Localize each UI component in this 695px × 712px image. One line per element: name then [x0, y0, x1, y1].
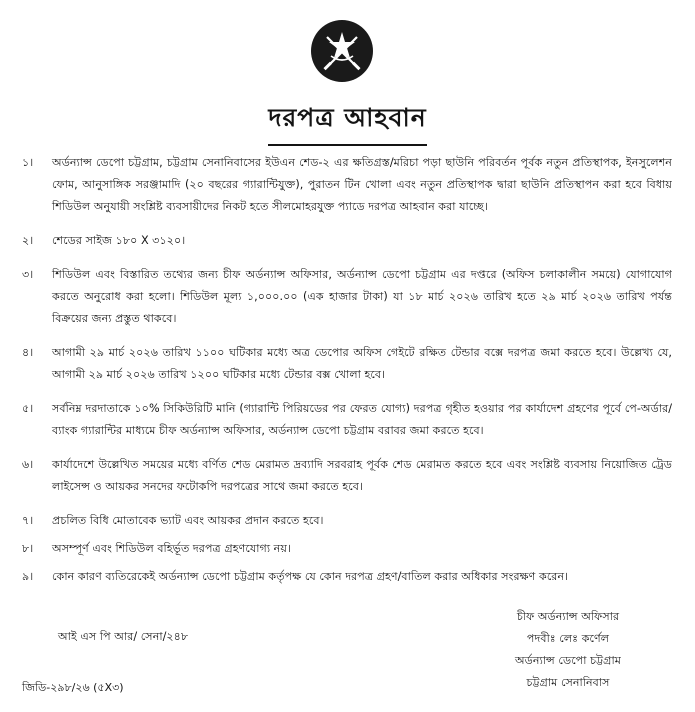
item-number: ৫। — [22, 402, 34, 415]
notice-item — [22, 566, 672, 588]
notice-title — [0, 98, 695, 146]
ad-code: জিডি-২৯৮/২৬ (৫X৩) — [22, 681, 124, 694]
notice-item — [22, 264, 672, 330]
notice-item — [22, 152, 672, 218]
item-text: কার্যাদেশে উল্লেখিত সময়ের মধ্যে বর্ণিত শেড মেরামত দ্রব্যাদি সরবরাহ পূর্বক শেড মেরামত করতে হবে এবং সংশ্লিষ্ট ব্যবসায় নিয়োজিত ট্রেড লাইসেন্স ও আয়কর সনদের ফটোকপি দরপত্রের সাথে জমা করতে হবে। — [52, 458, 672, 493]
item-number: ৭। — [22, 514, 34, 527]
item-number: ৩। — [22, 268, 34, 281]
signature-block — [468, 606, 668, 694]
item-number: ৪। — [22, 346, 34, 359]
notice-item — [22, 398, 672, 442]
item-number: ৯। — [22, 570, 34, 583]
item-text: কোন কারণ ব্যতিরেকেই অর্ডন্যান্স ডেপো চট্টগ্রাম কর্তৃপক্ষ যে কোন দরপত্র গ্রহণ/বাতিল করার অধিকার সংরক্ষণ করেন। — [52, 570, 569, 583]
item-text: শেডের সাইজ ১৮০ X ৩১২০। — [52, 234, 186, 247]
notice-item — [22, 342, 672, 386]
item-number: ১। — [22, 156, 34, 169]
item-text: অর্ডন্যান্স ডেপো চট্টগ্রাম, চট্টগ্রাম সেনানিবাসের ইউএন শেড-২ এর ক্ষতিগ্রস্ত/মরিচা পড়া ছাউনি পরিবর্তন পূর্বক নতুন প্রতিস্থাপক, ইনসুলেশন ফোম, আনুসাঙ্গিক সরঞ্জামাদি (২০ বছরের গ্যারান্টিযুক্ত), পুরাতন টিন খোলা এবং নতুন প্রতিস্থাপক দ্বারা ছাউনি প্রতিস্থাপন করা হবে বিধায় শিডিউল অনুযায়ী সংশ্লিষ্ট ব্যবসায়ীদের নিকট হতে সীলমোহরযুক্ত প্যাডে দরপত্র আহবান করা যাচ্ছে। — [52, 156, 672, 213]
signature-line: চীফ অর্ডন্যান্স অফিসার — [516, 610, 620, 623]
notice-item — [22, 510, 672, 532]
notice-item — [22, 230, 672, 252]
notice-title-text: দরপত্র আহবান — [268, 98, 426, 146]
signature-line: চট্টগ্রাম সেনানিবাস — [526, 676, 610, 689]
item-number: ৮। — [22, 542, 34, 555]
item-number: ৬। — [22, 458, 34, 471]
item-number: ২। — [22, 234, 34, 247]
item-text: আগামী ২৯ মার্চ ২০২৬ তারিখ ১১০০ ঘটিকার মধ্যে অত্র ডেপোর অফিস গেইটে রক্ষিত টেন্ডার বক্সে দরপত্র জমা করতে হবে। উল্লেখ্য যে, আগামী ২৯ মার্চ ২০২৬ তারিখ ১২০০ ঘটিকার মধ্যে টেন্ডার বক্স খোলা হবে। — [52, 346, 672, 381]
signature-line: পদবীঃ লেঃ কর্ণেল — [526, 632, 610, 645]
item-text: শিডিউল এবং বিস্তারিত তথ্যের জন্য চীফ অর্ডন্যান্স অফিসার, অর্ডন্যান্স ডেপো চট্টগ্রাম এর দপ্তরে (অফিস চলাকালীন সময়ে) যোগাযোগ করতে অনুরোধ করা হলো। শিডিউল মূল্য ১,০০০.০০ (এক হাজার টাকা) যা ১৮ মার্চ ২০২৬ তারিখ হতে ২৯ মার্চ ২০২৬ তারিখ পর্যন্ত বিক্রয়ের জন্য প্রস্তুত থাকবে। — [52, 268, 672, 325]
notice-item — [22, 454, 672, 498]
item-text: সর্বনিম্ন দরদাতাকে ১০% সিকিউরিটি মানি (গ্যারান্টি পিরিয়ডের পর ফেরত যোগ্য) দরপত্র গৃহীত হওয়ার পর কার্যাদেশ গ্রহণের পূর্বে পে-অর্ডার/ব্যাংক গ্যারান্টির মাধ্যমে চীফ অর্ডন্যান্স অফিসার, অর্ডন্যান্স ডেপো চট্টগ্রাম বরাবর জমা করতে হবে। — [52, 402, 672, 437]
notice-items — [22, 152, 672, 594]
item-text: প্রচলিত বিধি মোতাবেক ভ্যাট এবং আয়কর প্রদান করতে হবে। — [52, 514, 324, 527]
reference-number: আই এস পি আর/ সেনা/২৪৮ — [58, 630, 189, 643]
notice-item — [22, 538, 672, 560]
signature-line: অর্ডন্যান্স ডেপো চট্টগ্রাম — [514, 654, 622, 667]
item-text: অসম্পূর্ণ এবং শিডিউল বহির্ভূত দরপত্র গ্রহণযোগ্য নয়। — [52, 542, 291, 555]
army-emblem-icon — [311, 20, 373, 82]
